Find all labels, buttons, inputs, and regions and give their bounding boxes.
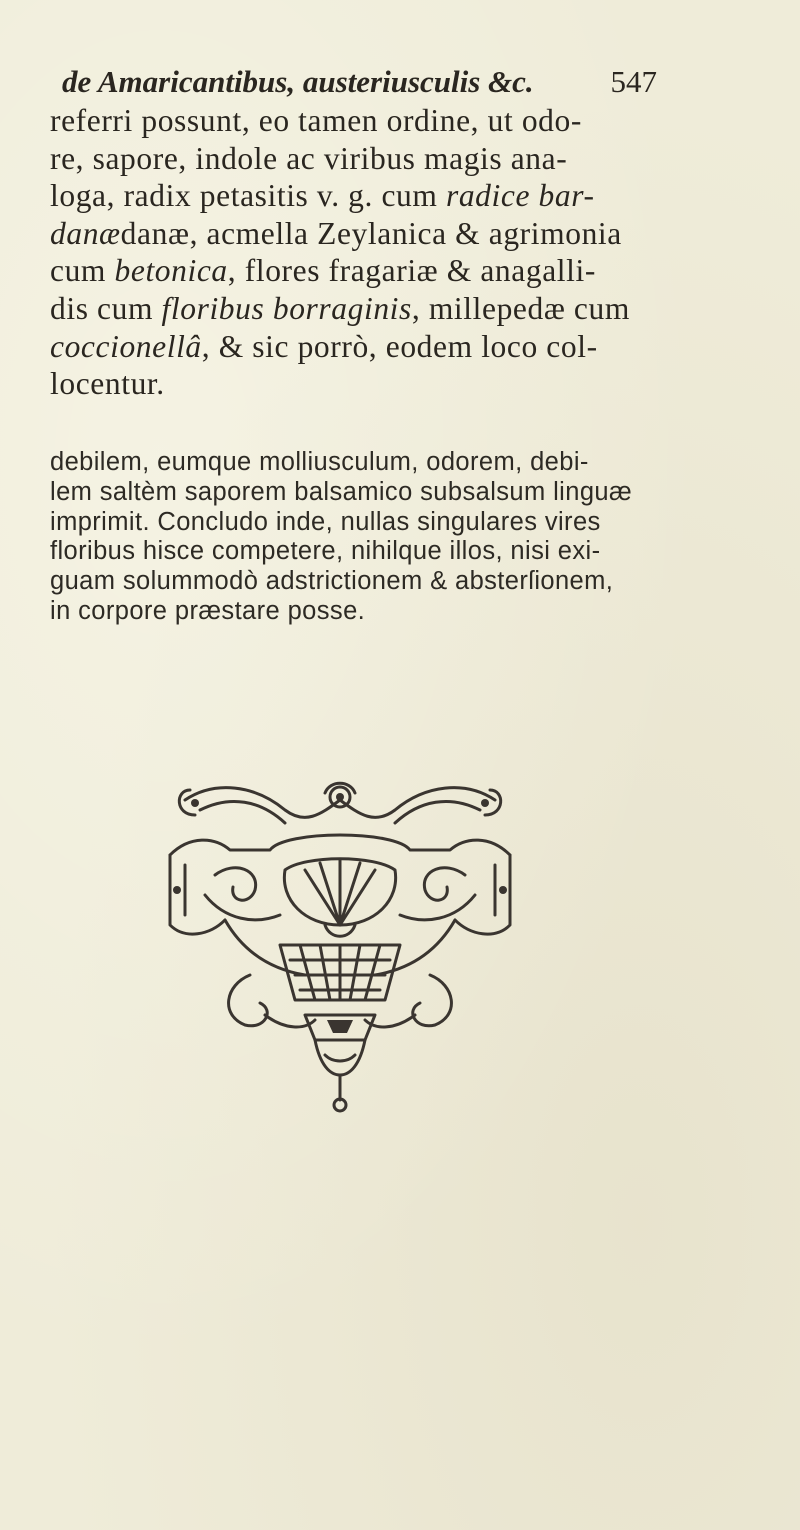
page-number: 547 [610, 64, 657, 99]
running-head [62, 62, 657, 102]
baroque-tailpiece-ornament-icon [155, 775, 525, 1115]
running-head-title: de Amaricantibus, austeriusculis &c. [62, 64, 534, 99]
text-line: danædanæ, acmella Zeylanica & agrimonia [50, 215, 622, 251]
text-line: locentur. [50, 366, 165, 402]
text-line: referri possunt, eo tamen ordine, ut odo- [50, 103, 582, 138]
text-line: guam solummodò adstrictionem & absterſionem, [50, 567, 614, 596]
text-line: in corpore præstare posse. [50, 596, 366, 625]
text-line: loga, radix petasitis v. g. cum radice bar- [50, 178, 595, 214]
italic-term: danæ [50, 215, 121, 251]
text-line: dis cum floribus borraginis, millepedæ cum [50, 290, 630, 326]
text-line: floribus hisce competere, nihilque illos, nisi exi- [50, 537, 601, 566]
main-paragraph [50, 102, 660, 403]
text-line: debilem, eumque molliusculum, odorem, debi- [50, 448, 589, 476]
text-line: imprimit. Concludo inde, nullas singulares vires [50, 507, 601, 536]
italic-term: radice bar- [445, 178, 595, 214]
italic-term: betonica [114, 253, 228, 289]
secondary-paragraph [50, 448, 660, 627]
text-line: cum betonica, flores fragariæ & anagalli- [50, 253, 596, 289]
text-line: re, sapore, indole ac viribus magis ana- [50, 140, 568, 176]
text-line: lem saltèm saporem balsamico subsalsum linguæ [50, 477, 633, 506]
italic-term: floribus borraginis [161, 290, 412, 326]
text-line: coccionellâ, & sic porrò, eodem loco col- [50, 328, 598, 364]
italic-term: coccionellâ [50, 328, 202, 364]
